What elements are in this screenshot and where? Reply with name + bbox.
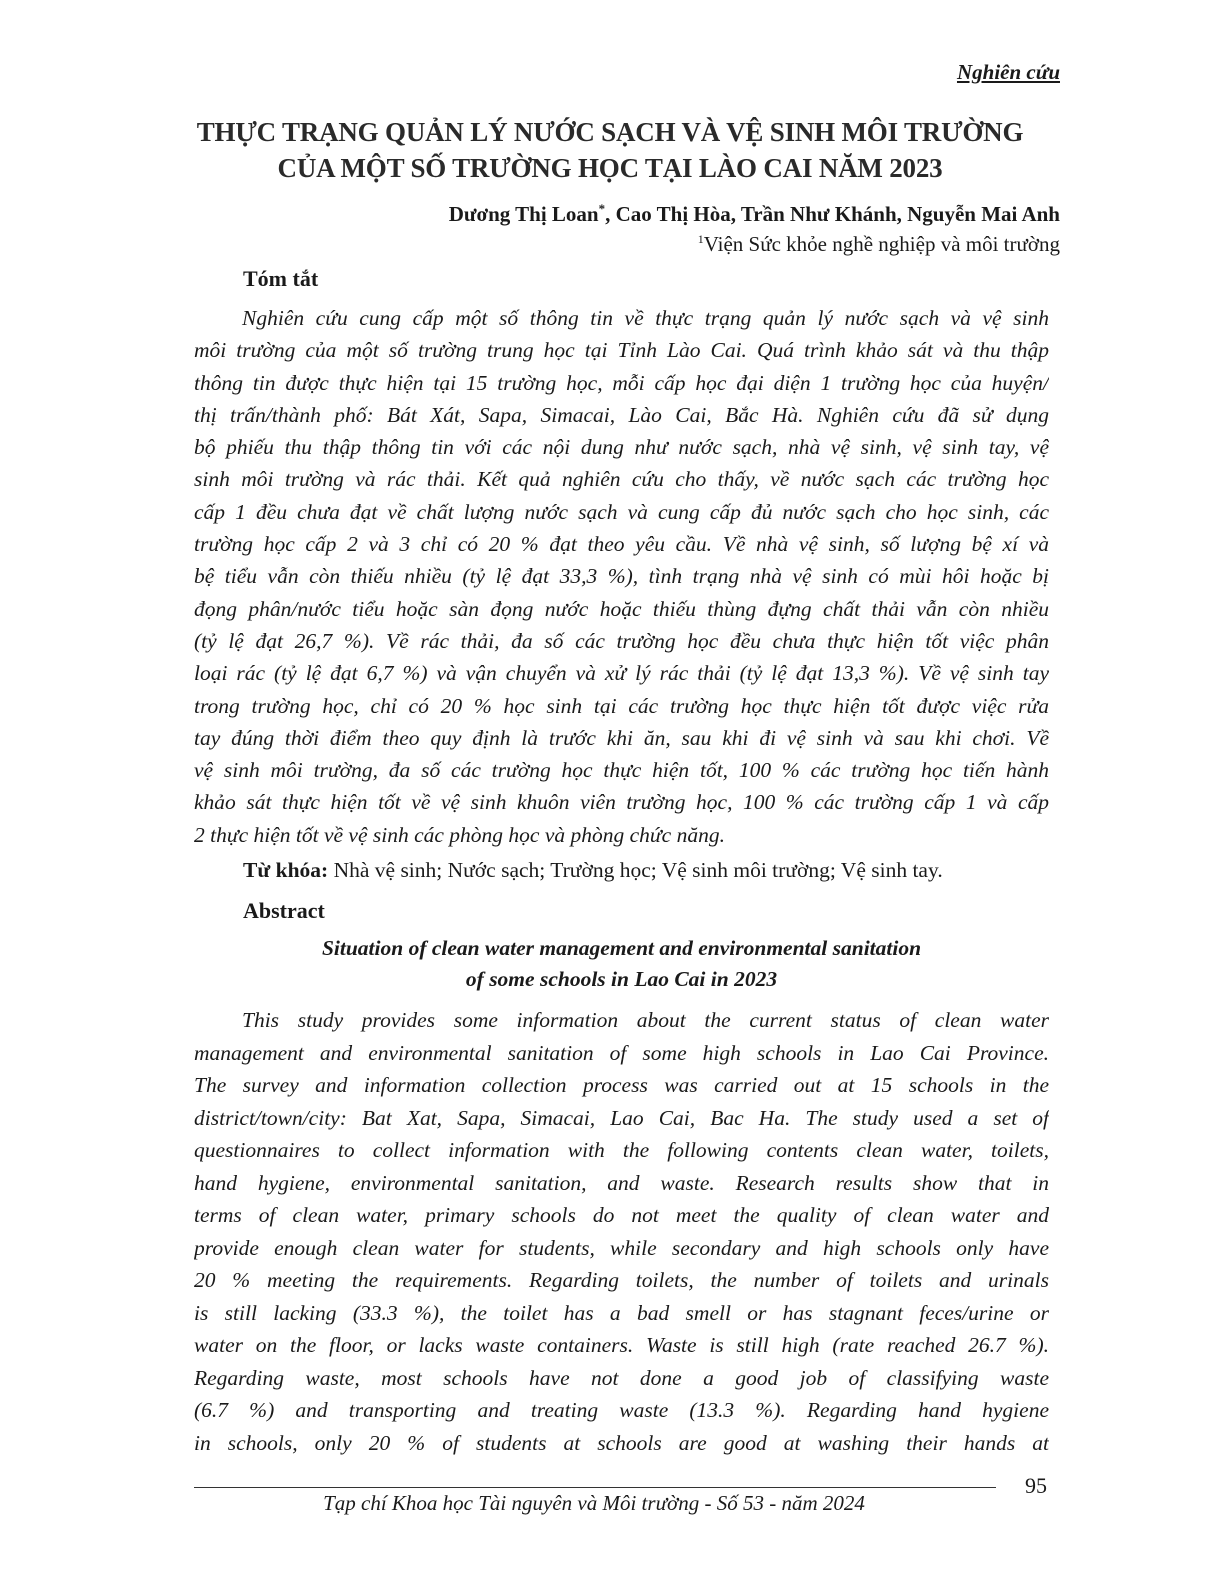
article-title bbox=[160, 114, 1060, 186]
abstract-line: (tỷ lệ đạt 26,7 %). Về rác thải, đa số các trường học đều chưa thực hiện tốt việc phân bbox=[194, 628, 1049, 653]
section-tag: Nghiên cứu bbox=[956, 60, 1060, 84]
affiliation-text: Viện Sức khỏe nghề nghiệp và môi trường bbox=[703, 232, 1060, 256]
keywords-text: Nhà vệ sinh; Nước sạch; Trường học; Vệ sinh môi trường; Vệ sinh tay. bbox=[328, 858, 943, 882]
en-title-line-2: of some schools in Lao Cai in 2023 bbox=[465, 967, 778, 991]
other-authors: , Cao Thị Hòa, Trần Như Khánh, Nguyễn Mai Anh bbox=[605, 202, 1060, 226]
footer-rule bbox=[194, 1487, 996, 1488]
abstract-line: tay đúng thời điểm theo quy định là trước khi ăn, sau khi đi vệ sinh và sau khi chơi. Về bbox=[194, 725, 1049, 750]
abstract-line: Regarding waste, most schools have not done a good job of classifying waste bbox=[194, 1365, 1049, 1390]
abstract-line: district/town/city: Bat Xat, Sapa, Simacai, Lao Cai, Bac Ha. The study used a set of bbox=[194, 1105, 1049, 1130]
abstract-line: trường học cấp 2 và 3 chỉ có 20 % đạt theo yêu cầu. Về nhà vệ sinh, số lượng bệ xí và bbox=[194, 532, 1049, 557]
first-author: Dương Thị Loan bbox=[448, 202, 599, 226]
abstract-line: questionnaires to collect information with the following contents clean water, toilets, bbox=[194, 1138, 1049, 1162]
abstract-line: 2 thực hiện tốt về vệ sinh các phòng học và phòng chức năng. bbox=[194, 822, 725, 847]
abstract-line: sinh môi trường và rác thải. Kết quả nghiên cứu cho thấy, về nước sạch các trường học bbox=[194, 467, 1049, 492]
article-title-line-2: CỦA MỘT SỐ TRƯỜNG HỌC TẠI LÀO CAI NĂM 2023 bbox=[277, 153, 943, 183]
abstract-line: This study provides some information about the current status of clean water bbox=[242, 1008, 1049, 1032]
abstract-line: terms of clean water, primary schools do not meet the quality of clean water and bbox=[194, 1203, 1049, 1227]
abstract-line: management and environmental sanitation of some high schools in Lao Cai Province. bbox=[194, 1040, 1049, 1065]
abstract-line: (6.7 %) and transporting and treating waste (13.3 %). Regarding hand hygiene bbox=[194, 1398, 1049, 1422]
keywords-label: Từ khóa: bbox=[243, 858, 329, 882]
en-abstract-heading: Abstract bbox=[243, 898, 325, 923]
abstract-line: bệ tiểu vẫn còn thiếu nhiều (tỷ lệ đạt 33,3 %), tình trạng nhà vệ sinh có mùi hôi hoặc bị bbox=[194, 564, 1049, 589]
abstract-line: môi trường của một số trường trung học tại Tỉnh Lào Cai. Quá trình khảo sát và thu thập bbox=[194, 338, 1049, 363]
keywords bbox=[243, 858, 943, 883]
author-list bbox=[449, 201, 1060, 227]
vi-abstract-heading: Tóm tắt bbox=[243, 266, 319, 291]
abstract-line: loại rác (tỷ lệ đạt 6,7 %) và vận chuyển và xử lý rác thải (tỷ lệ đạt 13,3 %). Về vệ sinh tay bbox=[194, 661, 1049, 686]
abstract-line: provide enough clean water for students, while secondary and high schools only have bbox=[194, 1235, 1049, 1260]
corresponding-mark: * bbox=[598, 201, 606, 216]
abstract-line: khảo sát thực hiện tốt về vệ sinh khuôn viên trường học, 100 % các trường cấp 1 và cấp bbox=[194, 790, 1049, 815]
abstract-line: đọng phân/nước tiểu hoặc sàn đọng nước hoặc thiếu thùng đựng chất thải vẫn còn nhiều bbox=[194, 596, 1049, 621]
abstract-line: cấp 1 đều chưa đạt về chất lượng nước sạch và cung cấp đủ nước sạch cho học sinh, các bbox=[194, 499, 1049, 524]
abstract-line: thông tin được thực hiện tại 15 trường học, mỗi cấp học đại diện 1 trường học của huyện/ bbox=[194, 370, 1049, 395]
abstract-line: thị trấn/thành phố: Bát Xát, Sapa, Simacai, Lào Cai, Bắc Hà. Nghiên cứu đã sử dụng bbox=[194, 402, 1049, 427]
affiliation bbox=[698, 232, 1060, 257]
en-abstract-body bbox=[194, 1004, 1049, 1459]
article-title-line-1: THỰC TRẠNG QUẢN LÝ NƯỚC SẠCH VÀ VỆ SINH MÔI TRƯỜNG bbox=[196, 117, 1024, 147]
vi-abstract-body bbox=[194, 302, 1049, 851]
affiliation-mark: 1 bbox=[697, 232, 704, 246]
abstract-line: The survey and information collection process was carried out at 15 schools in the bbox=[194, 1073, 1049, 1097]
journal-footer: Tạp chí Khoa học Tài nguyên và Môi trường - Số 53 - năm 2024 bbox=[323, 1491, 865, 1515]
abstract-line: hand hygiene, environmental sanitation, and waste. Research results show that in bbox=[194, 1170, 1049, 1195]
abstract-line: in schools, only 20 % of students at schools are good at washing their hands at bbox=[194, 1430, 1049, 1455]
page-number: 95 bbox=[1025, 1473, 1047, 1498]
abstract-line: trong trường học, chỉ có 20 % học sinh tại các trường học thực hiện tốt được việc rửa bbox=[194, 693, 1049, 718]
abstract-line: vệ sinh môi trường, đa số các trường học thực hiện tốt, 100 % các trường học tiến hành bbox=[194, 758, 1049, 783]
abstract-line: is still lacking (33.3 %), the toilet has a bad smell or has stagnant feces/urine or bbox=[194, 1300, 1049, 1325]
abstract-line: water on the floor, or lacks waste containers. Waste is still high (rate reached 26.7 %). bbox=[194, 1333, 1049, 1357]
abstract-line: 20 % meeting the requirements. Regarding toilets, the number of toilets and urinals bbox=[194, 1268, 1049, 1292]
abstract-line: Nghiên cứu cung cấp một số thông tin về thực trạng quản lý nước sạch và vệ sinh bbox=[242, 306, 1049, 330]
en-article-title bbox=[194, 933, 1049, 995]
en-title-line-1: Situation of clean water management and environmental sanitation bbox=[321, 936, 922, 960]
abstract-line: bộ phiếu thu thập thông tin với các nội dung như nước sạch, nhà vệ sinh, vệ sinh tay, vệ bbox=[194, 435, 1049, 460]
